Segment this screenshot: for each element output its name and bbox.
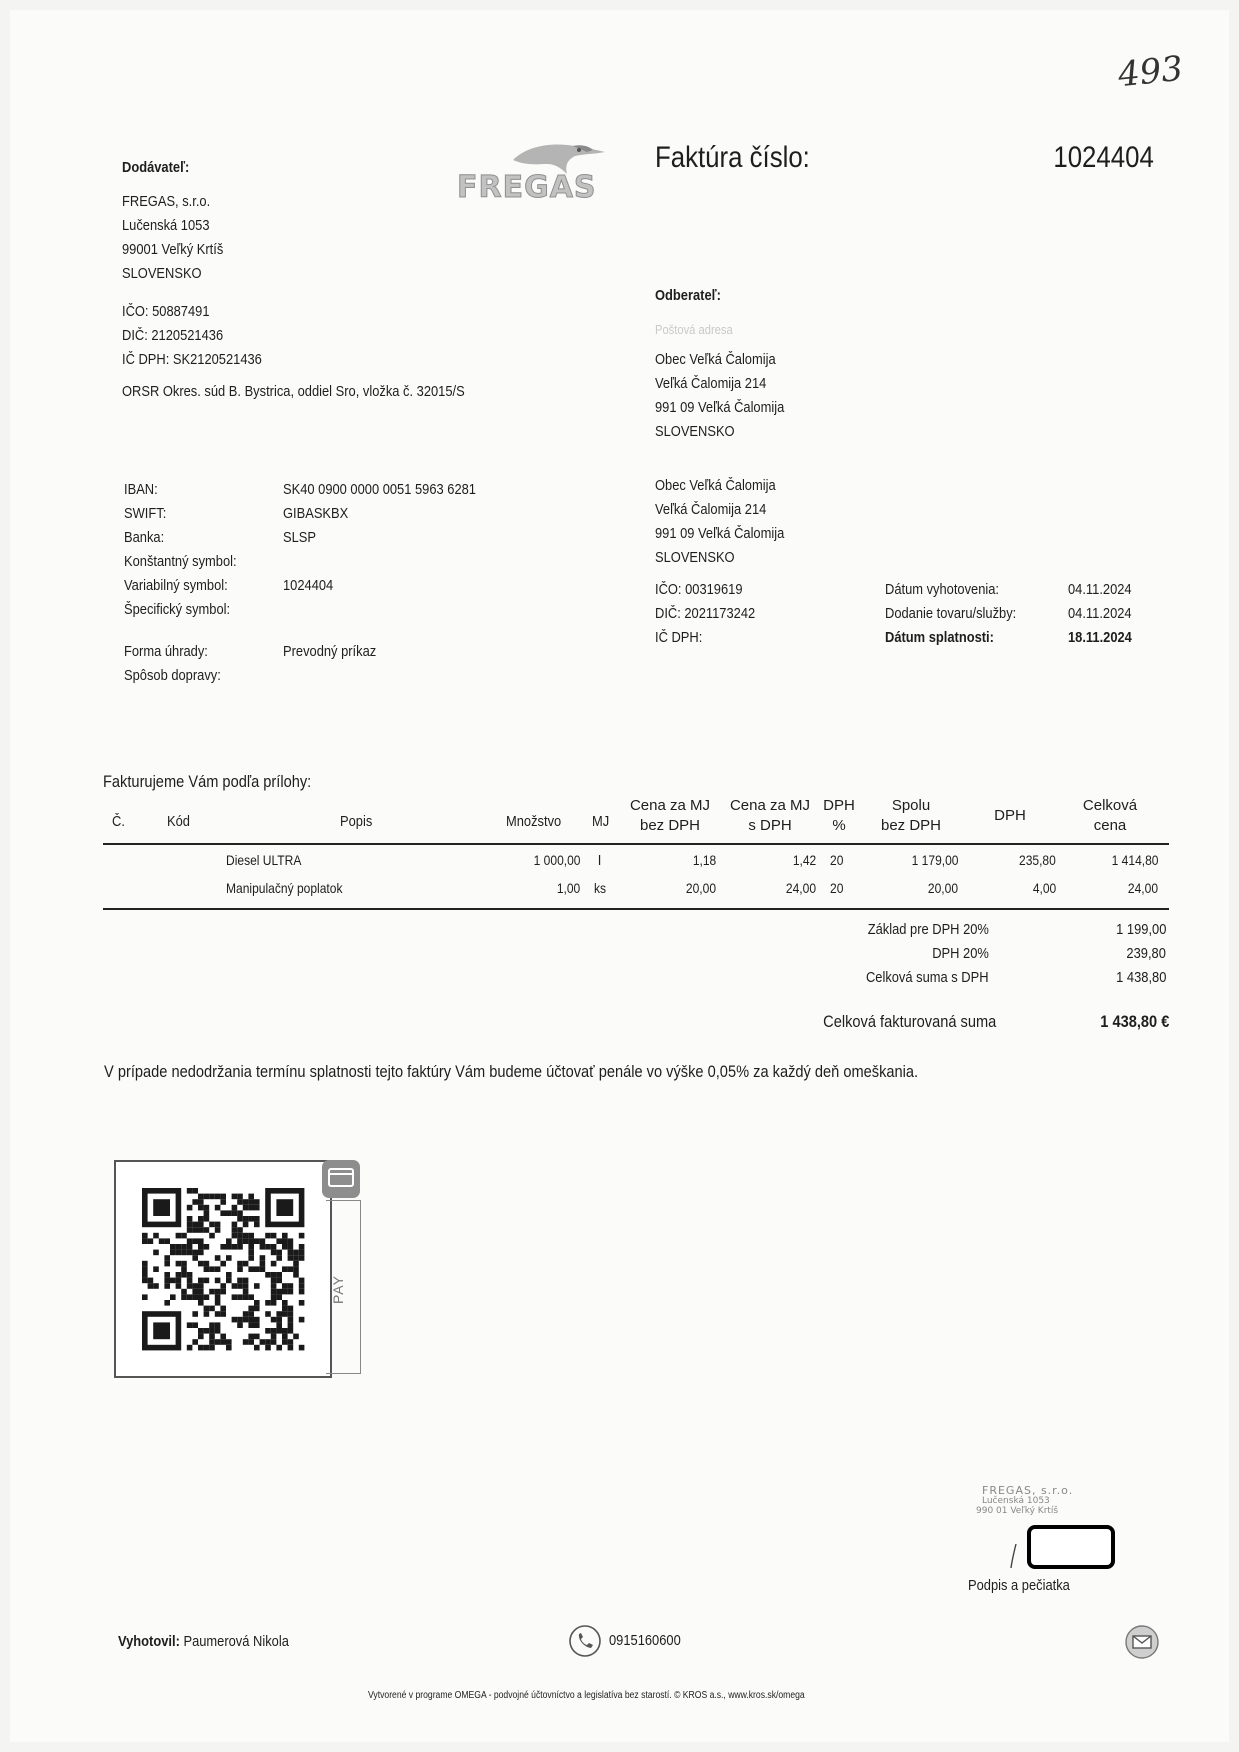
vat-amount-value: 239,80: [1126, 945, 1166, 962]
logo-wordmark: FREGAS: [457, 170, 597, 205]
summary-values: [1108, 918, 1166, 990]
transfer-values: [283, 640, 391, 688]
vat-base-label: Základ pre DPH 20%: [867, 921, 989, 938]
col-no: Č.: [112, 813, 125, 830]
col-qty: Množstvo: [506, 813, 562, 830]
postal-address-label: Poštová adresa: [655, 322, 733, 337]
bank-value: SLSP: [283, 529, 316, 546]
qr-code-icon: [116, 1162, 330, 1376]
date-delivery-label: Dodanie tovaru/služby:: [885, 605, 1017, 622]
row-qty: 1,00: [556, 880, 580, 896]
row-desc: Manipulačný poplatok: [226, 880, 343, 896]
date-due-label: Dátum splatnosti:: [885, 629, 994, 646]
invoice-title: Faktúra číslo:: [655, 141, 810, 174]
col-price-incl: Cena za MJ s DPH: [729, 797, 811, 834]
row-vat-pct: 20: [830, 880, 844, 896]
signature-label: Podpis a pečiatka: [968, 1577, 1070, 1594]
email-icon: [1124, 1624, 1160, 1665]
phone-icon: [568, 1624, 602, 1663]
iban-value: SK40 0900 0000 0051 5963 6281: [283, 481, 476, 498]
col-vat-pct: DPH %: [823, 797, 855, 834]
signature-redaction: [1027, 1525, 1115, 1569]
col-total-excl: Spolu bez DPH: [880, 797, 942, 834]
vat-base-value: 1 199,00: [1115, 921, 1166, 938]
row-vat-pct: 20: [830, 852, 844, 868]
supplier-register: ORSR Okres. súd B. Bystrica, oddiel Sro, vložka č. 32015/S: [122, 383, 465, 400]
row-desc: Diesel ULTRA: [226, 852, 302, 868]
issued-by: [118, 1630, 317, 1654]
row-price-incl: 24,00: [785, 880, 816, 896]
row-price-excl: 20,00: [685, 880, 716, 896]
phone-number: 0915160600: [609, 1632, 681, 1649]
customer-postal-address: Obec Veľká Čalomija Veľká Čalomija 214 991 09 Veľká Čalomija SLOVENSKO: [655, 351, 785, 440]
row-price-excl: 1,18: [692, 852, 716, 868]
date-issued-label: Dátum vyhotovenia:: [885, 581, 1000, 598]
row-total: 1 414,80: [1111, 852, 1158, 868]
row-total-excl: 20,00: [927, 880, 958, 896]
pay-label: PAY: [330, 1275, 346, 1304]
date-labels: [885, 578, 1038, 650]
row-vat: 4,00: [1032, 880, 1056, 896]
col-desc: Popis: [340, 813, 373, 830]
summary-labels: [846, 918, 989, 990]
payment-method-value: Prevodný príkaz: [283, 643, 377, 660]
fregas-logo: [455, 136, 615, 208]
payment-values: [283, 478, 507, 622]
date-issued-value: 04.11.2024: [1068, 581, 1132, 598]
customer-heading: Odberateľ:: [655, 287, 721, 304]
total-with-vat-value: 1 438,80: [1115, 969, 1166, 986]
date-values: [1068, 578, 1142, 650]
date-due-value: 18.11.2024: [1068, 629, 1132, 646]
transfer-labels: Forma úhrady: Spôsob dopravy:: [124, 643, 221, 684]
issued-by-label: Vyhotovil:: [118, 1633, 180, 1650]
row-total-excl: 1 179,00: [911, 852, 958, 868]
row-qty: 1 000,00: [533, 852, 580, 868]
grand-total-value: 1 438,80 €: [1099, 1012, 1169, 1031]
supplier-heading: Dodávateľ:: [122, 159, 190, 176]
col-price-excl: Cena za MJ bez DPH: [629, 797, 711, 834]
constant-symbol-value: [283, 550, 507, 574]
footer-note: Vytvorené v programe OMEGA - podvojné účtovníctvo a legislatíva bez starostí. © KROS a.s., www.kros.sk/omega: [368, 1690, 805, 1701]
row-total: 24,00: [1127, 880, 1158, 896]
table-bottom-rule: [103, 908, 1169, 910]
payment-labels: IBAN: SWIFT: Banka: Konštantný symbol: Variabilný symbol: Špecifický symbol:: [124, 481, 237, 618]
table-header-rule: [103, 843, 1169, 845]
row-unit: ks: [594, 880, 607, 896]
handwritten-number: 493: [1116, 48, 1185, 96]
supplier-address: FREGAS, s.r.o. Lučenská 1053 99001 Veľký Krtíš SLOVENSKO: [122, 193, 224, 282]
row-vat: 235,80: [1019, 852, 1056, 868]
supplier-ids: IČO: 50887491 DIČ: 2120521436 IČ DPH: SK2120521436: [122, 303, 262, 368]
items-intro: Fakturujeme Vám podľa prílohy:: [103, 772, 312, 791]
transport-method-value: [283, 664, 391, 688]
signature-mark: [1002, 1542, 1026, 1577]
customer-ids: IČO: 00319619 DIČ: 2021173242 IČ DPH:: [655, 581, 756, 646]
col-code: Kód: [167, 813, 190, 830]
pay-by-square-qr: [114, 1160, 332, 1378]
variable-symbol-value: 1024404: [283, 577, 334, 594]
col-total: Celková cena: [1082, 797, 1138, 834]
col-vat: DPH: [994, 807, 1026, 824]
col-unit: MJ: [592, 813, 610, 830]
issued-by-name: Paumerová Nikola: [183, 1633, 289, 1650]
specific-symbol-value: [283, 598, 507, 622]
row-price-incl: 1,42: [792, 852, 816, 868]
invoice-number: 1024404: [1053, 141, 1154, 174]
date-delivery-value: 04.11.2024: [1068, 605, 1132, 622]
grand-total-label: Celková fakturovaná suma: [822, 1012, 996, 1031]
total-with-vat-label: Celková suma s DPH: [866, 969, 989, 986]
penalty-note: V prípade nedodržania termínu splatnosti tejto faktúry Vám budeme účtovať penále vo výške 0,05% za každý deň omeškania.: [104, 1062, 919, 1081]
customer-address: Obec Veľká Čalomija Veľká Čalomija 214 991 09 Veľká Čalomija SLOVENSKO: [655, 477, 785, 566]
swift-value: GIBASKBX: [283, 505, 349, 522]
vat-amount-label: DPH 20%: [932, 945, 989, 962]
card-icon: [320, 1158, 362, 1205]
row-unit: l: [598, 852, 602, 868]
company-stamp: FREGAS, s.r.o. Lučenská 1053 990 01 Veľký Krtíš: [976, 1484, 1074, 1516]
